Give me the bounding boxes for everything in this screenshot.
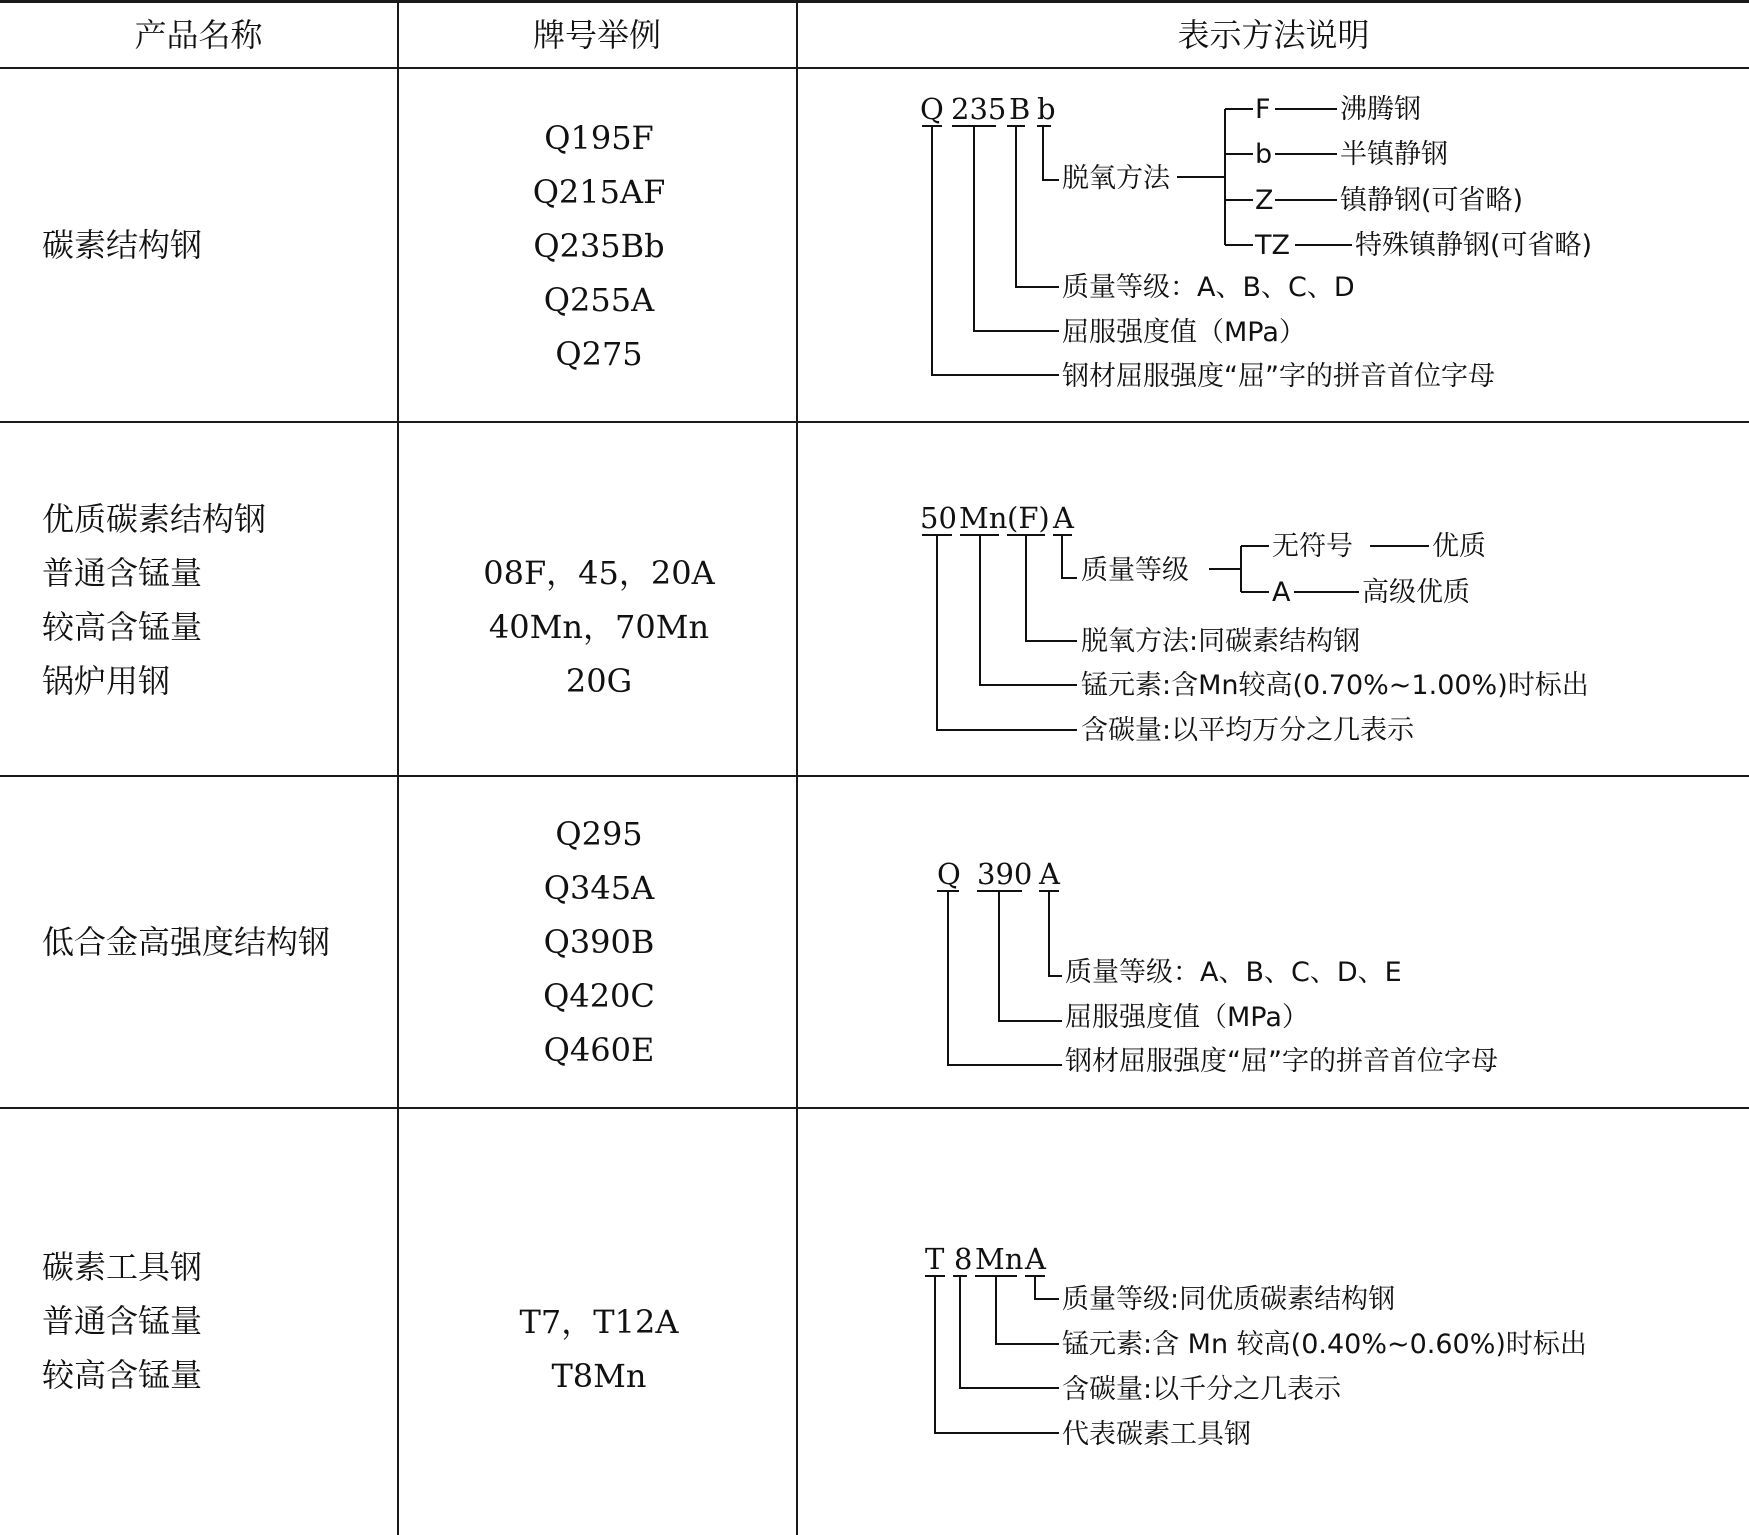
notation-desc: 质量等级：A、B、C、D、E	[1065, 957, 1402, 988]
notation-desc: 锰元素:含 Mn 较高(0.40%~0.60%)时标出	[1062, 1329, 1587, 1360]
deoxidation-code: TZ	[1255, 230, 1290, 261]
notation-desc: 钢材屈服强度“屈”字的拼音首位字母	[1062, 361, 1495, 392]
code-part: Q	[920, 92, 944, 126]
deoxidation-desc: 镇静钢(可省略)	[1340, 185, 1524, 216]
code-part: A	[1039, 857, 1060, 891]
quality-desc: 优质	[1432, 531, 1486, 562]
leader-line	[932, 126, 1059, 375]
product-name-cell	[42, 915, 330, 969]
notation-diagram	[797, 1109, 1749, 1535]
leader-line	[999, 891, 1062, 1021]
product-name-cell	[42, 218, 202, 272]
quality-desc: 高级优质	[1362, 577, 1470, 608]
grade-line: 20G	[565, 662, 633, 700]
header-notation-explanation: 表示方法说明	[1177, 16, 1370, 54]
notation-desc: 质量等级	[1081, 555, 1189, 586]
notation-desc: 质量等级:同优质碳素结构钢	[1062, 1284, 1396, 1315]
grade-example-cell	[400, 807, 798, 1077]
product-name-line: 普通含锰量	[42, 1302, 203, 1340]
notation-desc: 质量等级：A、B、C、D	[1062, 272, 1355, 303]
leader-line	[937, 535, 1077, 730]
product-name-line: 碳素结构钢	[42, 226, 203, 264]
notation-desc: 钢材屈服强度“屈”字的拼音首位字母	[1065, 1046, 1498, 1077]
grade-example-cell	[400, 546, 798, 708]
deoxidation-code: b	[1255, 139, 1273, 170]
leader-line	[1016, 126, 1059, 287]
code-part: b	[1037, 92, 1056, 126]
grade-line: 40Mn，70Mn	[488, 608, 710, 646]
leader-line	[1043, 126, 1059, 180]
leader-line	[1062, 535, 1077, 578]
leader-line	[1049, 891, 1062, 976]
header-product-name: 产品名称	[134, 16, 263, 54]
notation-desc: 屈服强度值（MPa）	[1065, 1002, 1309, 1033]
deoxidation-code: Z	[1255, 185, 1274, 216]
product-name-cell	[42, 1240, 202, 1402]
grade-line: 08F，45，20A	[483, 554, 715, 592]
grade-line: Q460E	[543, 1031, 655, 1069]
notation-desc: 代表碳素工具钢	[1062, 1419, 1251, 1450]
column-divider	[397, 0, 399, 1535]
notation-desc: 屈服强度值（MPa）	[1062, 317, 1306, 348]
leader-line	[948, 891, 1062, 1065]
deoxidation-desc: 半镇静钢	[1340, 139, 1448, 170]
grade-example-cell	[400, 1295, 798, 1403]
grade-line: Q275	[555, 335, 643, 373]
grade-line: Q295	[555, 815, 643, 853]
deoxidation-code: F	[1255, 94, 1271, 125]
code-part: Mn	[959, 501, 1008, 535]
grade-example-cell	[400, 111, 798, 381]
code-part: 235	[951, 92, 1007, 126]
grade-line: T8Mn	[551, 1357, 647, 1395]
quality-code: 无符号	[1272, 531, 1353, 562]
product-name-line: 低合金高强度结构钢	[42, 923, 331, 961]
product-name-line: 锅炉用钢	[42, 662, 171, 700]
notation-desc: 含碳量:以平均万分之几表示	[1081, 715, 1415, 746]
grade-line: Q345A	[543, 869, 655, 907]
code-part: B	[1009, 92, 1031, 126]
code-part: 50	[920, 501, 957, 535]
leader-line	[1026, 535, 1077, 641]
code-part: T	[925, 1242, 945, 1276]
notation-desc: 脱氧方法	[1062, 163, 1170, 194]
grade-line: Q215AF	[532, 173, 666, 211]
table-top-border	[0, 0, 1749, 3]
leader-line	[960, 1276, 1059, 1388]
grade-line: Q235Bb	[533, 227, 665, 265]
grade-line: T7，T12A	[519, 1303, 679, 1341]
grade-line: Q255A	[543, 281, 655, 319]
leader-line	[1035, 1276, 1059, 1299]
product-name-line: 普通含锰量	[42, 554, 203, 592]
product-name-line: 碳素工具钢	[42, 1248, 203, 1286]
code-part: 390	[977, 857, 1033, 891]
product-name-line: 优质碳素结构钢	[42, 500, 267, 538]
leader-line	[996, 1276, 1059, 1344]
notation-diagram	[797, 423, 1749, 775]
product-name-line: 较高含锰量	[42, 1356, 203, 1394]
code-part: A	[1025, 1242, 1046, 1276]
notation-desc: 锰元素:含Mn较高(0.70%~1.00%)时标出	[1081, 670, 1589, 701]
grade-line: Q195F	[544, 119, 654, 157]
code-part: (F)	[1007, 501, 1050, 535]
code-part: A	[1053, 501, 1074, 535]
grade-line: Q390B	[543, 923, 655, 961]
grade-line: Q420C	[543, 977, 655, 1015]
code-part: 8	[954, 1242, 973, 1276]
deoxidation-desc: 沸腾钢	[1340, 94, 1421, 125]
deoxidation-desc: 特殊镇静钢(可省略)	[1355, 230, 1593, 261]
quality-code: A	[1272, 577, 1291, 608]
product-name-cell	[42, 492, 266, 708]
notation-diagram	[797, 69, 1749, 421]
notation-diagram	[797, 777, 1749, 1107]
header-grade-example: 牌号举例	[532, 16, 661, 54]
code-part: Q	[937, 857, 961, 891]
notation-desc: 脱氧方法:同碳素结构钢	[1081, 626, 1361, 657]
notation-desc: 含碳量:以千分之几表示	[1062, 1374, 1342, 1405]
code-part: Mn	[975, 1242, 1024, 1276]
product-name-line: 较高含锰量	[42, 608, 203, 646]
